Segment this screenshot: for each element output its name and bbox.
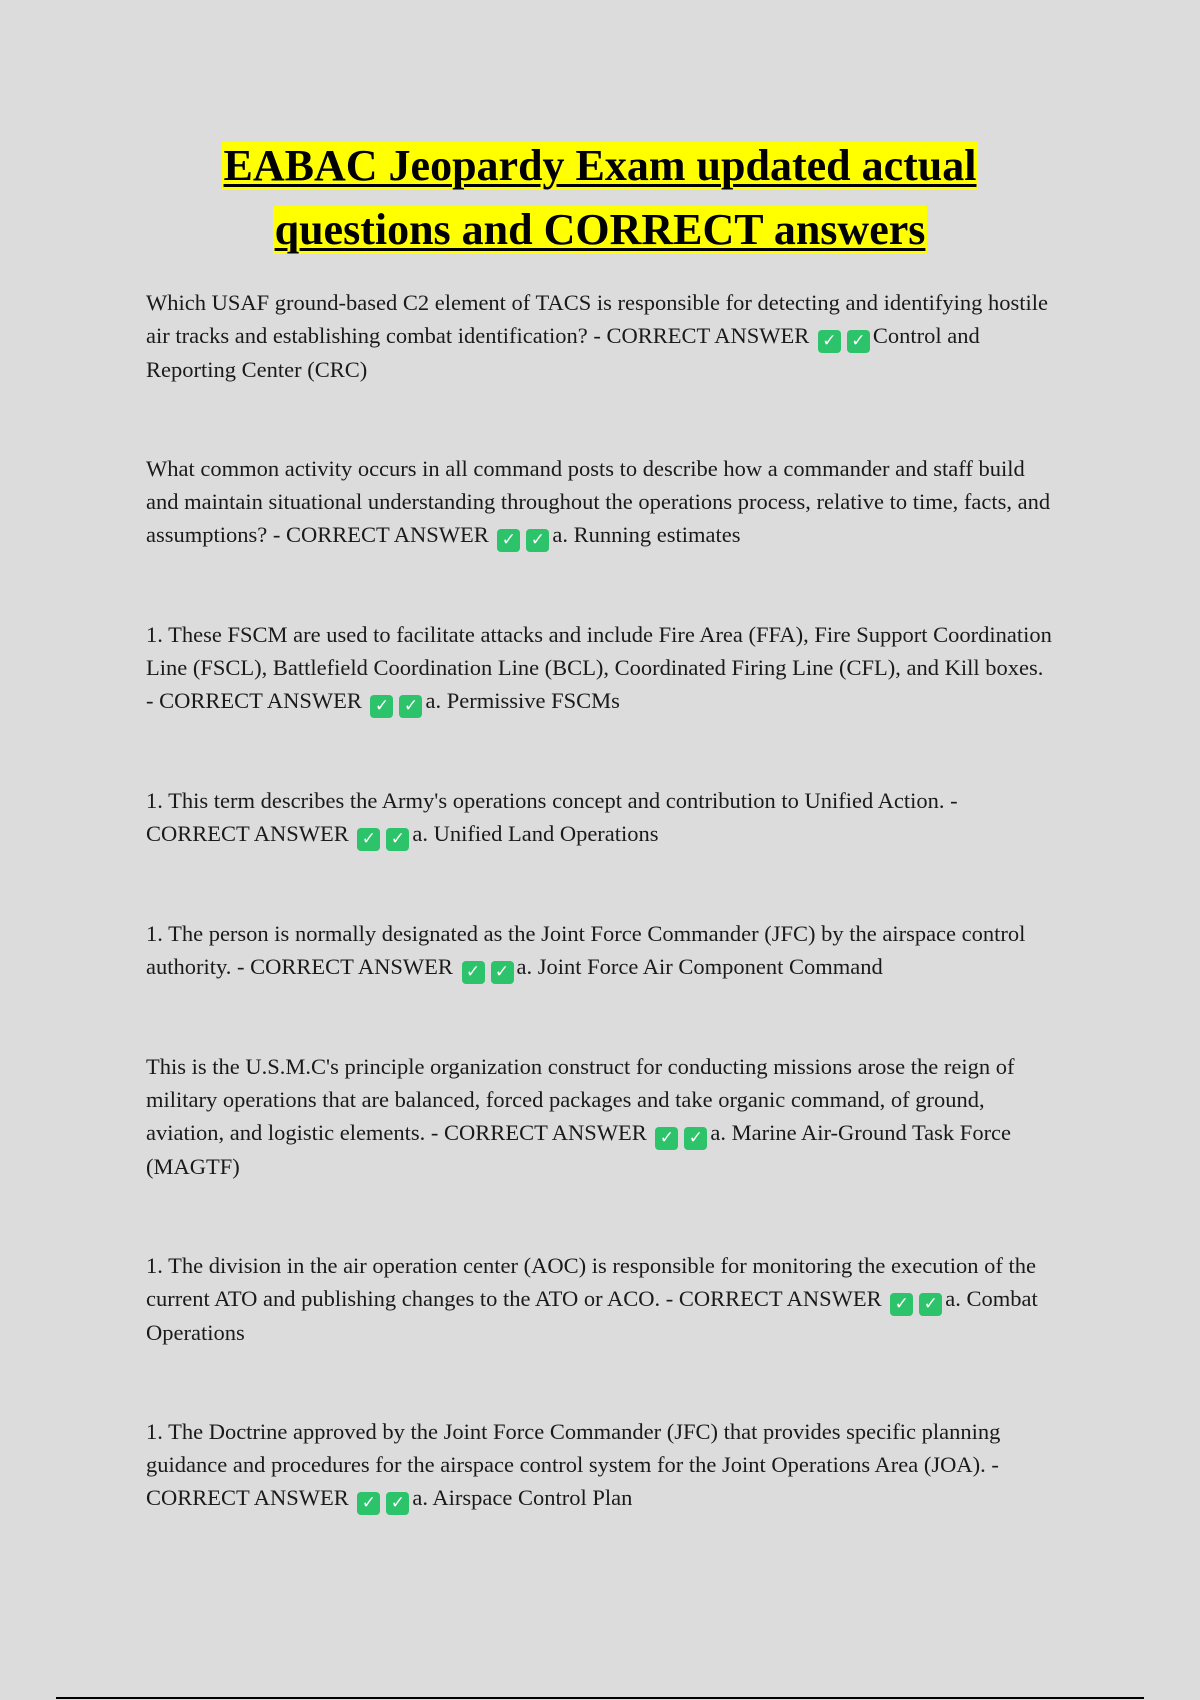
qa-item — [146, 1249, 1056, 1349]
check-icon: ✓ — [684, 1127, 707, 1150]
check-icon: ✓ — [399, 695, 422, 718]
check-icon: ✓ — [818, 330, 841, 353]
qa-item — [146, 1415, 1056, 1515]
qa-item — [146, 784, 1056, 851]
answer-text: a. Unified Land Operations — [412, 821, 659, 846]
check-icon: ✓ — [386, 828, 409, 851]
qa-item — [146, 452, 1056, 552]
qa-list — [146, 286, 1056, 1515]
title-line-2: questions and CORRECT answers — [274, 205, 926, 254]
check-icon: ✓ — [386, 1492, 409, 1515]
question-text: 1. This term describes the Army's operations concept and contribution to Unified Action. - CORRECT ANSWER — [146, 788, 958, 846]
question-text: 1. These FSCM are used to facilitate attacks and include Fire Area (FFA), Fire Support Coordination Line (FSCL), Battlefield Coordination Line (BCL), Coordinated Firing Line (CFL), and Kill boxes. - CORRECT ANSWER — [146, 622, 1052, 713]
check-icon: ✓ — [655, 1127, 678, 1150]
question-text: What common activity occurs in all command posts to describe how a commander and staff build and maintain situational understanding throughout the operations process, relative to time, facts, and assumptions? - CORRECT ANSWER — [146, 456, 1051, 547]
answer-text: a. Joint Force Air Component Command — [516, 954, 883, 979]
check-icon: ✓ — [919, 1293, 942, 1316]
question-text: Which USAF ground-based C2 element of TACS is responsible for detecting and identifying hostile air tracks and establishing combat identification? - CORRECT ANSWER — [146, 290, 1049, 348]
check-icon: ✓ — [462, 961, 485, 984]
title-line-1: EABAC Jeopardy Exam updated actual — [223, 141, 977, 190]
answer-text: a. Running estimates — [552, 522, 741, 547]
check-icon: ✓ — [357, 828, 380, 851]
check-icon: ✓ — [491, 961, 514, 984]
footer-rule — [56, 1697, 1144, 1699]
check-icon: ✓ — [890, 1293, 913, 1316]
check-icon: ✓ — [497, 529, 520, 552]
qa-item — [146, 286, 1056, 386]
question-text: 1. The Doctrine approved by the Joint Force Commander (JFC) that provides specific planning guidance and procedures for the airspace control system for the Joint Operations Area (JOA). - CORRECT ANSWER — [146, 1419, 1001, 1510]
answer-text: a. Combat Operations — [146, 1286, 1038, 1345]
check-icon: ✓ — [526, 529, 549, 552]
qa-item — [146, 917, 1056, 984]
answer-text: a. Airspace Control Plan — [412, 1485, 633, 1510]
answer-text: Control and Reporting Center (CRC) — [146, 323, 980, 382]
question-text: 1. The division in the air operation center (AOC) is responsible for monitoring the execution of the current ATO and publishing changes to the ATO or ACO. - CORRECT ANSWER — [146, 1253, 1036, 1311]
qa-item — [146, 618, 1056, 718]
check-icon: ✓ — [370, 695, 393, 718]
qa-item — [146, 1050, 1056, 1183]
answer-text: a. Permissive FSCMs — [425, 688, 620, 713]
check-icon: ✓ — [357, 1492, 380, 1515]
document-title — [0, 142, 1200, 270]
question-text: 1. The person is normally designated as the Joint Force Commander (JFC) by the airspace control authority. - CORRECT ANSWER — [146, 921, 1026, 979]
check-icon: ✓ — [847, 330, 870, 353]
answer-text: a. Marine Air-Ground Task Force (MAGTF) — [146, 1120, 1012, 1179]
question-text: This is the U.S.M.C's principle organization construct for conducting missions arose the reign of military operations that are balanced, forced packages and take organic command, of ground, aviation, and logistic elements. - CORRECT ANSWER — [146, 1054, 1015, 1145]
